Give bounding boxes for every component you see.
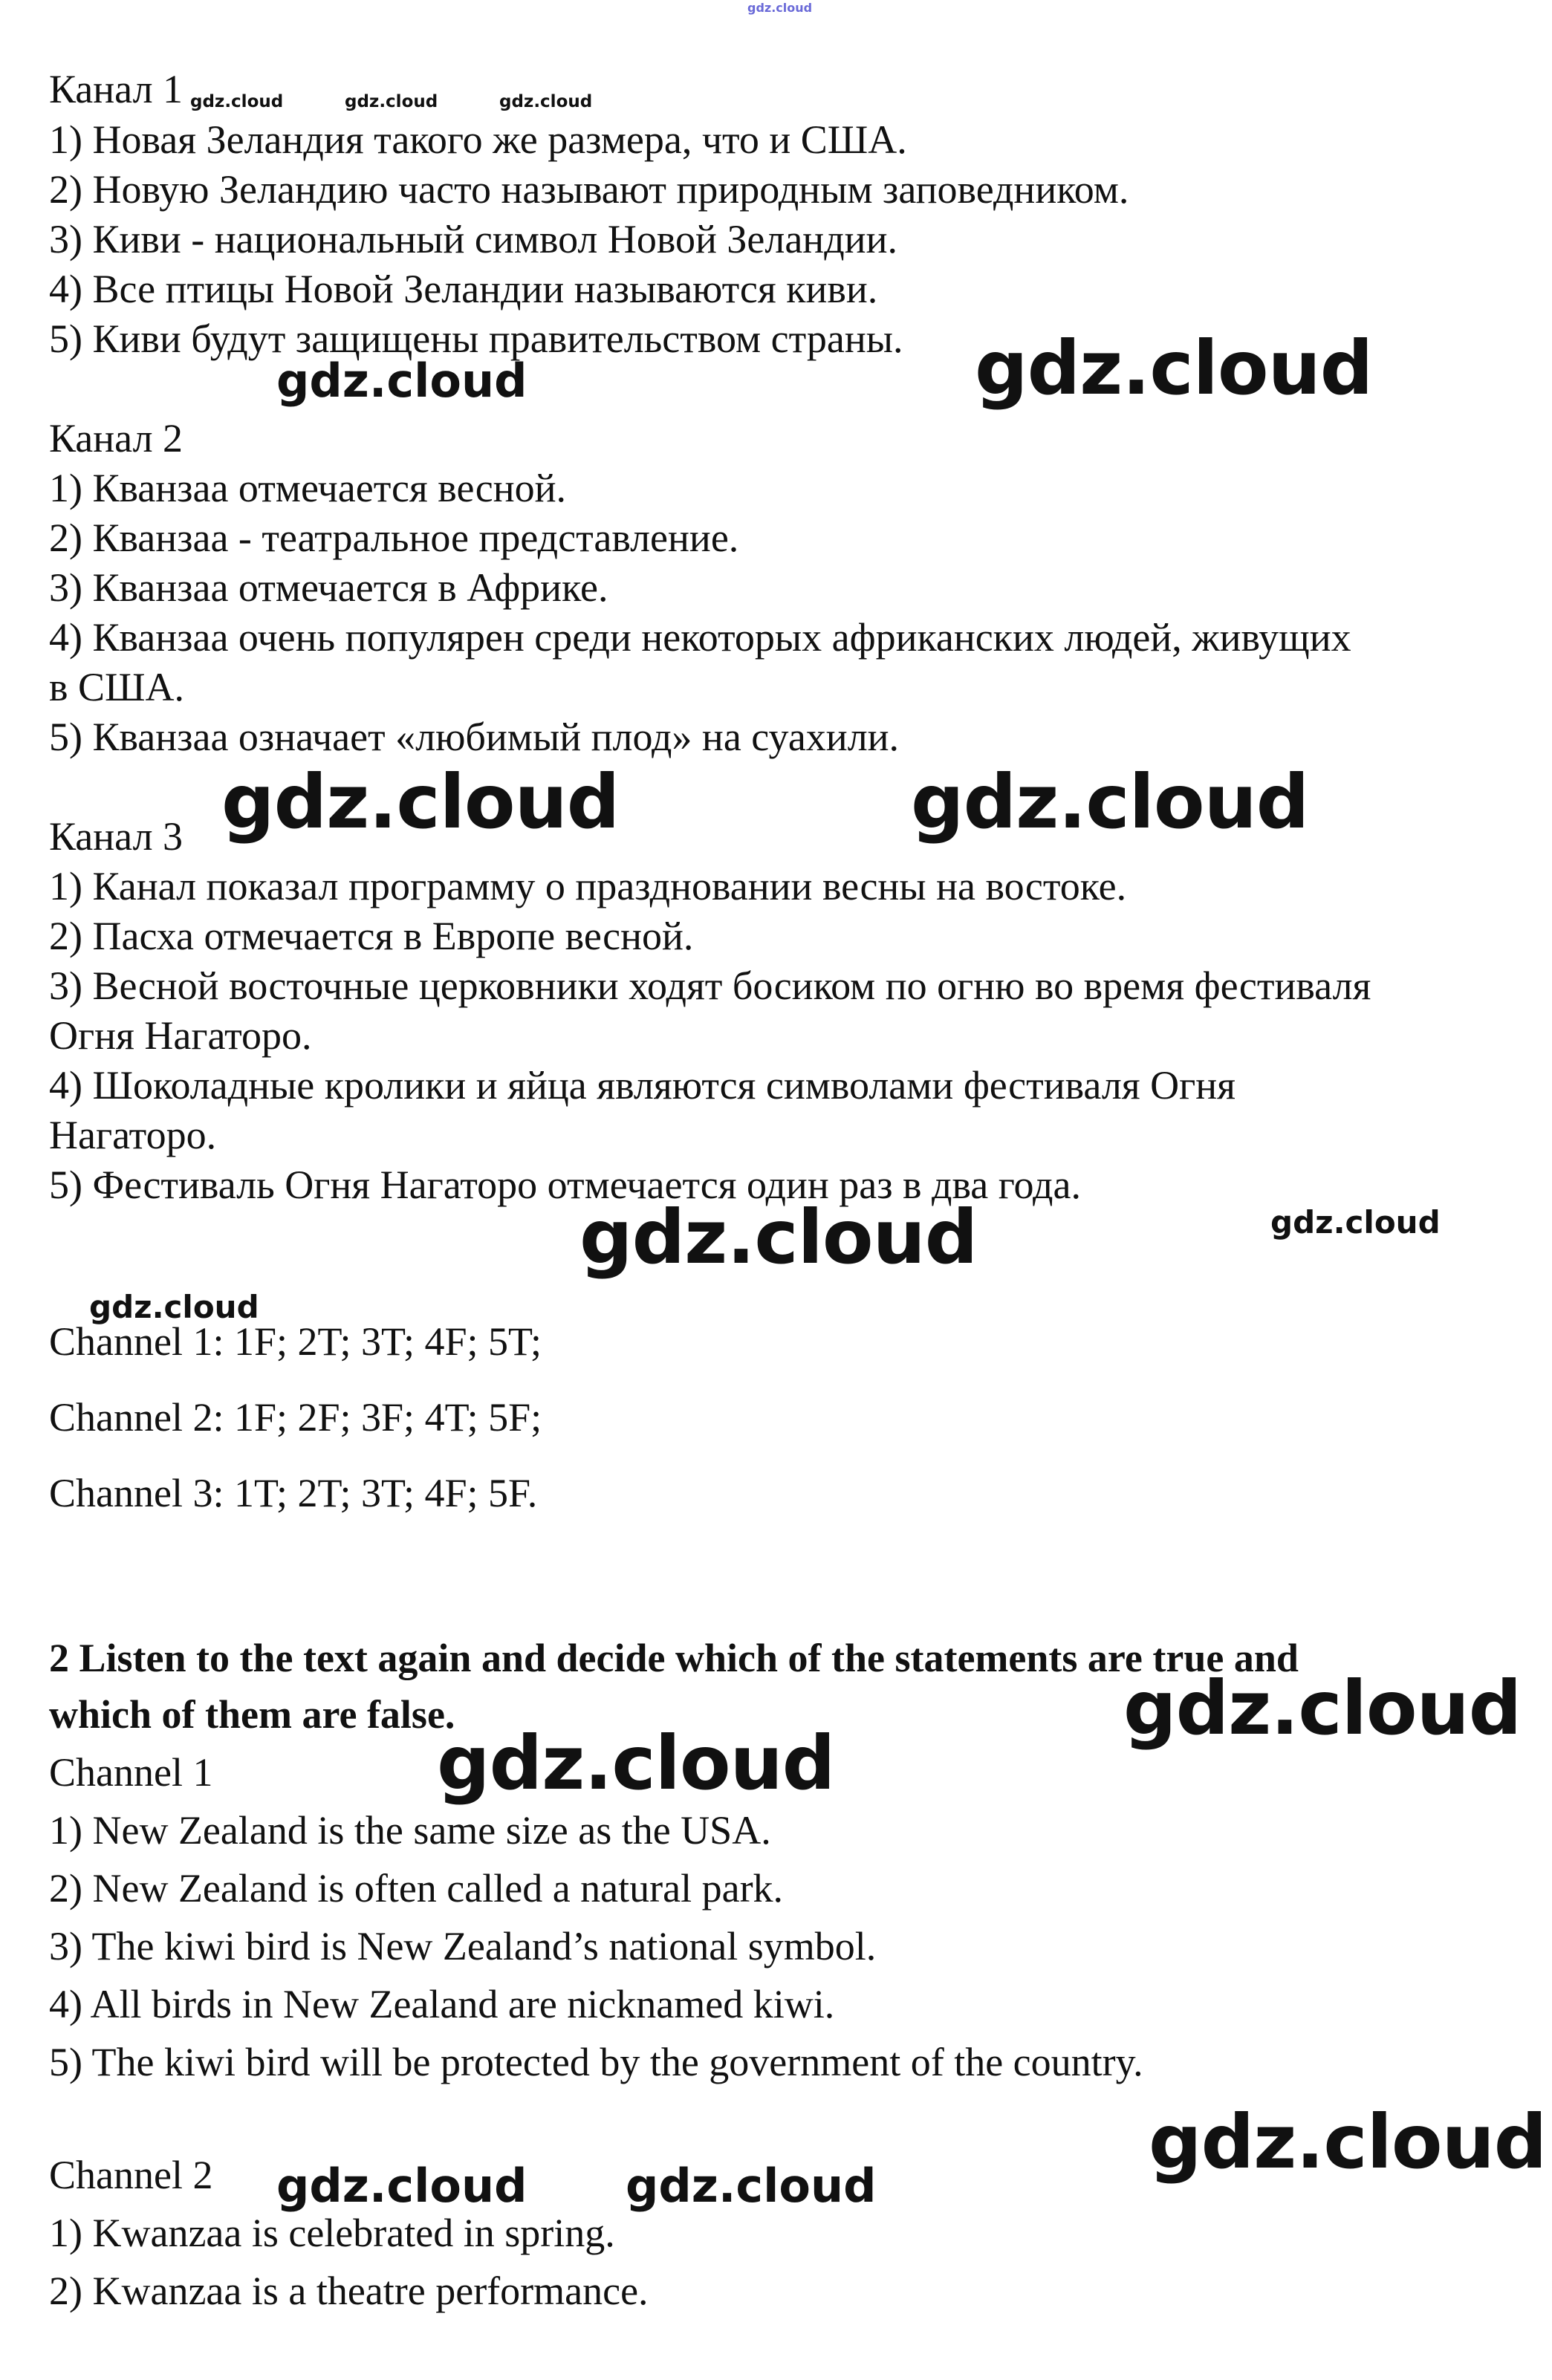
watermark: gdz.cloud [276,2159,527,2213]
watermark: gdz.cloud [499,92,593,111]
list-item: 4) All birds in New Zealand are nicknamed kiwi. [49,1982,835,2026]
list-item: 1) Kwanzaa is celebrated in spring. [49,2211,615,2255]
list-item: 3) Кванзаа отмечается в Африке. [49,565,608,610]
channel3-ru-heading: Канал 3 [49,814,184,859]
watermark: gdz.cloud [1149,2098,1547,2185]
list-item: Огня Нагаторо. [49,1013,312,1058]
watermark: gdz.cloud [911,758,1309,845]
list-item: 2) Kwanzaa is a theatre performance. [49,2269,649,2313]
list-item: 4) Шоколадные кролики и яйца являются символами фестиваля Огня [49,1063,1236,1108]
channel1-en-heading: Channel 1 [49,1750,213,1795]
watermark: gdz.cloud [1123,1665,1522,1752]
list-item: 2) Пасха отмечается в Европе весной. [49,914,694,958]
watermark: gdz.cloud [626,2159,877,2213]
watermark: gdz.cloud [975,325,1373,412]
task2-title: 2 Listen to the text again and decide which of the statements are true and [49,1636,1299,1680]
list-item: 1) Новая Зеландия такого же размера, что и США. [49,117,907,162]
list-item: 5) The kiwi bird will be protected by the government of the country. [49,2040,1143,2084]
watermark: gdz.cloud [437,1720,835,1807]
watermark: gdz.cloud [276,354,527,408]
list-item: 5) Фестиваль Огня Нагаторо отмечается один раз в два года. [49,1163,1081,1207]
list-item: 2) Новую Зеландию часто называют природным заповедником. [49,167,1129,212]
list-item: 4) Кванзаа очень популярен среди некоторых африканских людей, живущих [49,615,1351,660]
watermark: gdz.cloud [345,92,438,111]
list-item: 3) Киви - национальный символ Новой Зеландии. [49,217,897,261]
watermark: gdz.cloud [89,1289,259,1325]
watermark: gdz.cloud [579,1194,978,1281]
list-item: 3) The kiwi bird is New Zealand’s national symbol. [49,1924,877,1968]
answer-line: Channel 1: 1F; 2T; 3T; 4F; 5T; [49,1319,542,1364]
answer-line: Channel 2: 1F; 2F; 3F; 4T; 5F; [49,1395,542,1440]
watermark: gdz.cloud [1270,1204,1441,1241]
list-item: 1) New Zealand is the same size as the USA. [49,1808,771,1853]
channel2-en-heading: Channel 2 [49,2153,213,2197]
watermark: gdz.cloud [190,92,284,111]
list-item: 1) Кванзаа отмечается весной. [49,466,567,510]
list-item: 5) Киви будут защищены правительством страны. [49,316,903,361]
list-item: 1) Канал показал программу о праздновании весны на востоке. [49,864,1127,908]
list-item: 2) Кванзаа - театральное представление. [49,516,739,560]
list-item: 3) Весной восточные церковники ходят босиком по огню во время фестиваля [49,963,1371,1008]
list-item: 5) Кванзаа означает «любимый плод» на суахили. [49,715,900,759]
watermark: gdz.cloud [747,1,813,15]
list-item: 4) Все птицы Новой Зеландии называются киви. [49,267,878,311]
list-item: Нагаторо. [49,1113,217,1157]
list-item: в США. [49,665,184,709]
task2-title: which of them are false. [49,1692,455,1737]
list-item: 2) New Zealand is often called a natural park. [49,1866,784,1911]
channel1-ru-heading: Канал 1 [49,67,184,111]
watermark: gdz.cloud [221,758,620,845]
answer-line: Channel 3: 1T; 2T; 3T; 4F; 5F. [49,1471,538,1515]
channel2-ru-heading: Канал 2 [49,416,184,461]
